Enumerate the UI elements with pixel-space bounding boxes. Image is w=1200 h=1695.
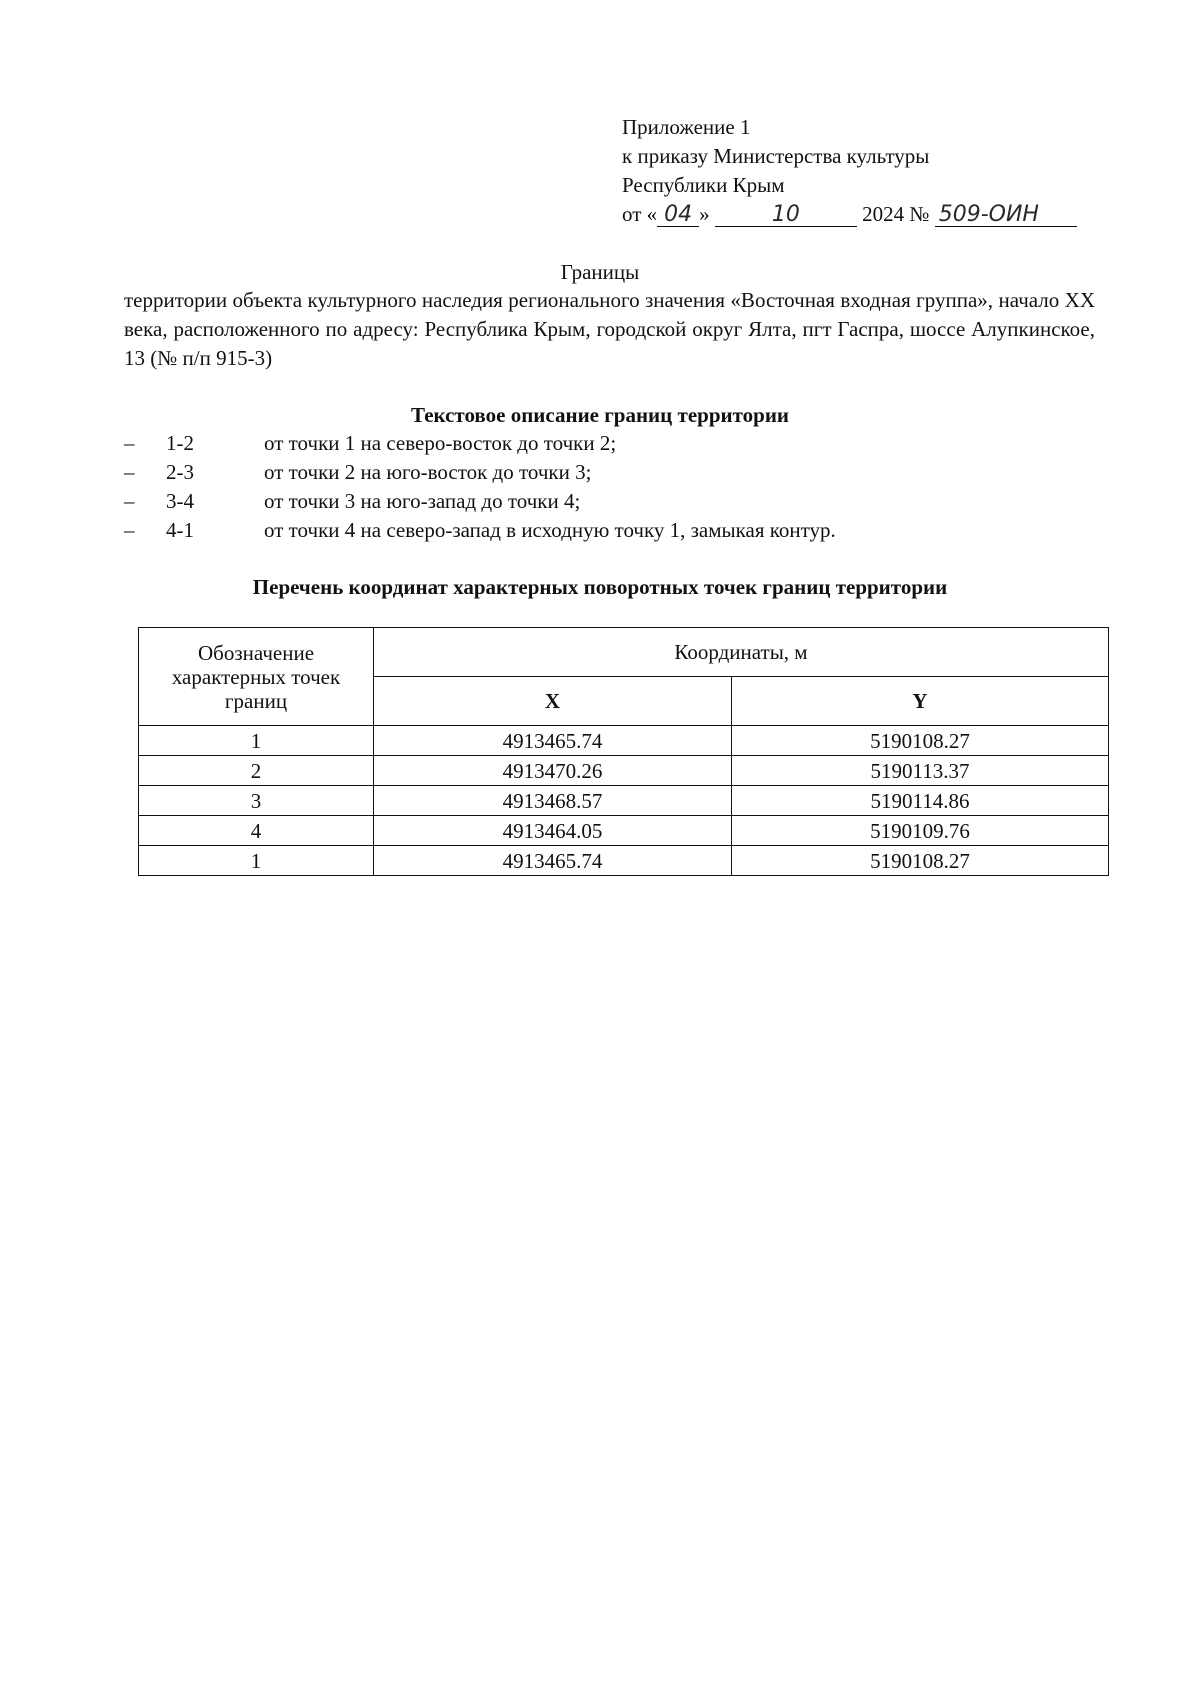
document-title: Границы	[560, 260, 640, 284]
date-month: 10	[715, 204, 857, 227]
segment-label: 2-3	[166, 460, 194, 484]
coordinates-table	[138, 627, 1109, 876]
date-prefix: от «	[622, 202, 658, 226]
attachment-republic: Республики Крым	[622, 173, 785, 197]
cell-point: 3	[139, 786, 374, 816]
date-mid: »	[699, 202, 710, 226]
cell-point: 1	[139, 846, 374, 876]
list-item	[124, 458, 1095, 487]
table-row	[139, 756, 1109, 786]
order-year: 2024 №	[862, 202, 930, 226]
coordinates-heading: Перечень координат характерных поворотных точек границ территории	[252, 575, 948, 599]
list-dash: –	[124, 518, 135, 542]
list-item	[124, 429, 1095, 458]
segment-label: 3-4	[166, 489, 194, 513]
boundary-description-list	[124, 429, 1095, 545]
cell-y: 5190109.76	[732, 816, 1109, 846]
order-number: 509-ОИН	[935, 204, 1077, 227]
list-item	[124, 516, 1095, 545]
list-item	[124, 487, 1095, 516]
cell-y: 5190108.27	[732, 726, 1109, 756]
cell-point: 1	[139, 726, 374, 756]
cell-y: 5190114.86	[732, 786, 1109, 816]
cell-x: 4913465.74	[374, 726, 732, 756]
attachment-block	[622, 113, 1092, 229]
segment-label: 4-1	[166, 518, 194, 542]
cell-y: 5190108.27	[732, 846, 1109, 876]
cell-x: 4913465.74	[374, 846, 732, 876]
table-row	[139, 726, 1109, 756]
attachment-date-line	[622, 200, 1092, 229]
list-dash: –	[124, 431, 135, 455]
segment-text: от точки 1 на северо-восток до точки 2;	[264, 431, 617, 455]
segment-text: от точки 4 на северо-запад в исходную точку 1, замыкая контур.	[264, 518, 836, 542]
header-coordinates: Координаты, м	[374, 628, 1109, 677]
table-row	[139, 846, 1109, 876]
cell-x: 4913464.05	[374, 816, 732, 846]
segment-text: от точки 2 на юго-восток до точки 3;	[264, 460, 592, 484]
segment-label: 1-2	[166, 431, 194, 455]
header-x: X	[374, 677, 732, 726]
cell-point: 2	[139, 756, 374, 786]
object-description: территории объекта культурного наследия регионального значения «Восточная входная группа», начало XX века, расположенного по адресу: Республика Крым, городской округ Ялта, пгт Гаспра, шоссе Алупкинское, 13 (№ п/п 915-3)	[124, 288, 1095, 370]
attachment-number: Приложение 1	[622, 115, 751, 139]
table-row	[139, 786, 1109, 816]
list-dash: –	[124, 489, 135, 513]
cell-y: 5190113.37	[732, 756, 1109, 786]
table-row	[139, 816, 1109, 846]
cell-point: 4	[139, 816, 374, 846]
header-points: Обозначение характерных точек границ	[139, 628, 374, 726]
cell-x: 4913468.57	[374, 786, 732, 816]
description-heading: Текстовое описание границ территории	[410, 403, 790, 427]
header-y: Y	[732, 677, 1109, 726]
segment-text: от точки 3 на юго-запад до точки 4;	[264, 489, 581, 513]
date-day: 04	[657, 204, 699, 227]
list-dash: –	[124, 460, 135, 484]
cell-x: 4913470.26	[374, 756, 732, 786]
attachment-order-ref: к приказу Министерства культуры	[622, 144, 930, 168]
